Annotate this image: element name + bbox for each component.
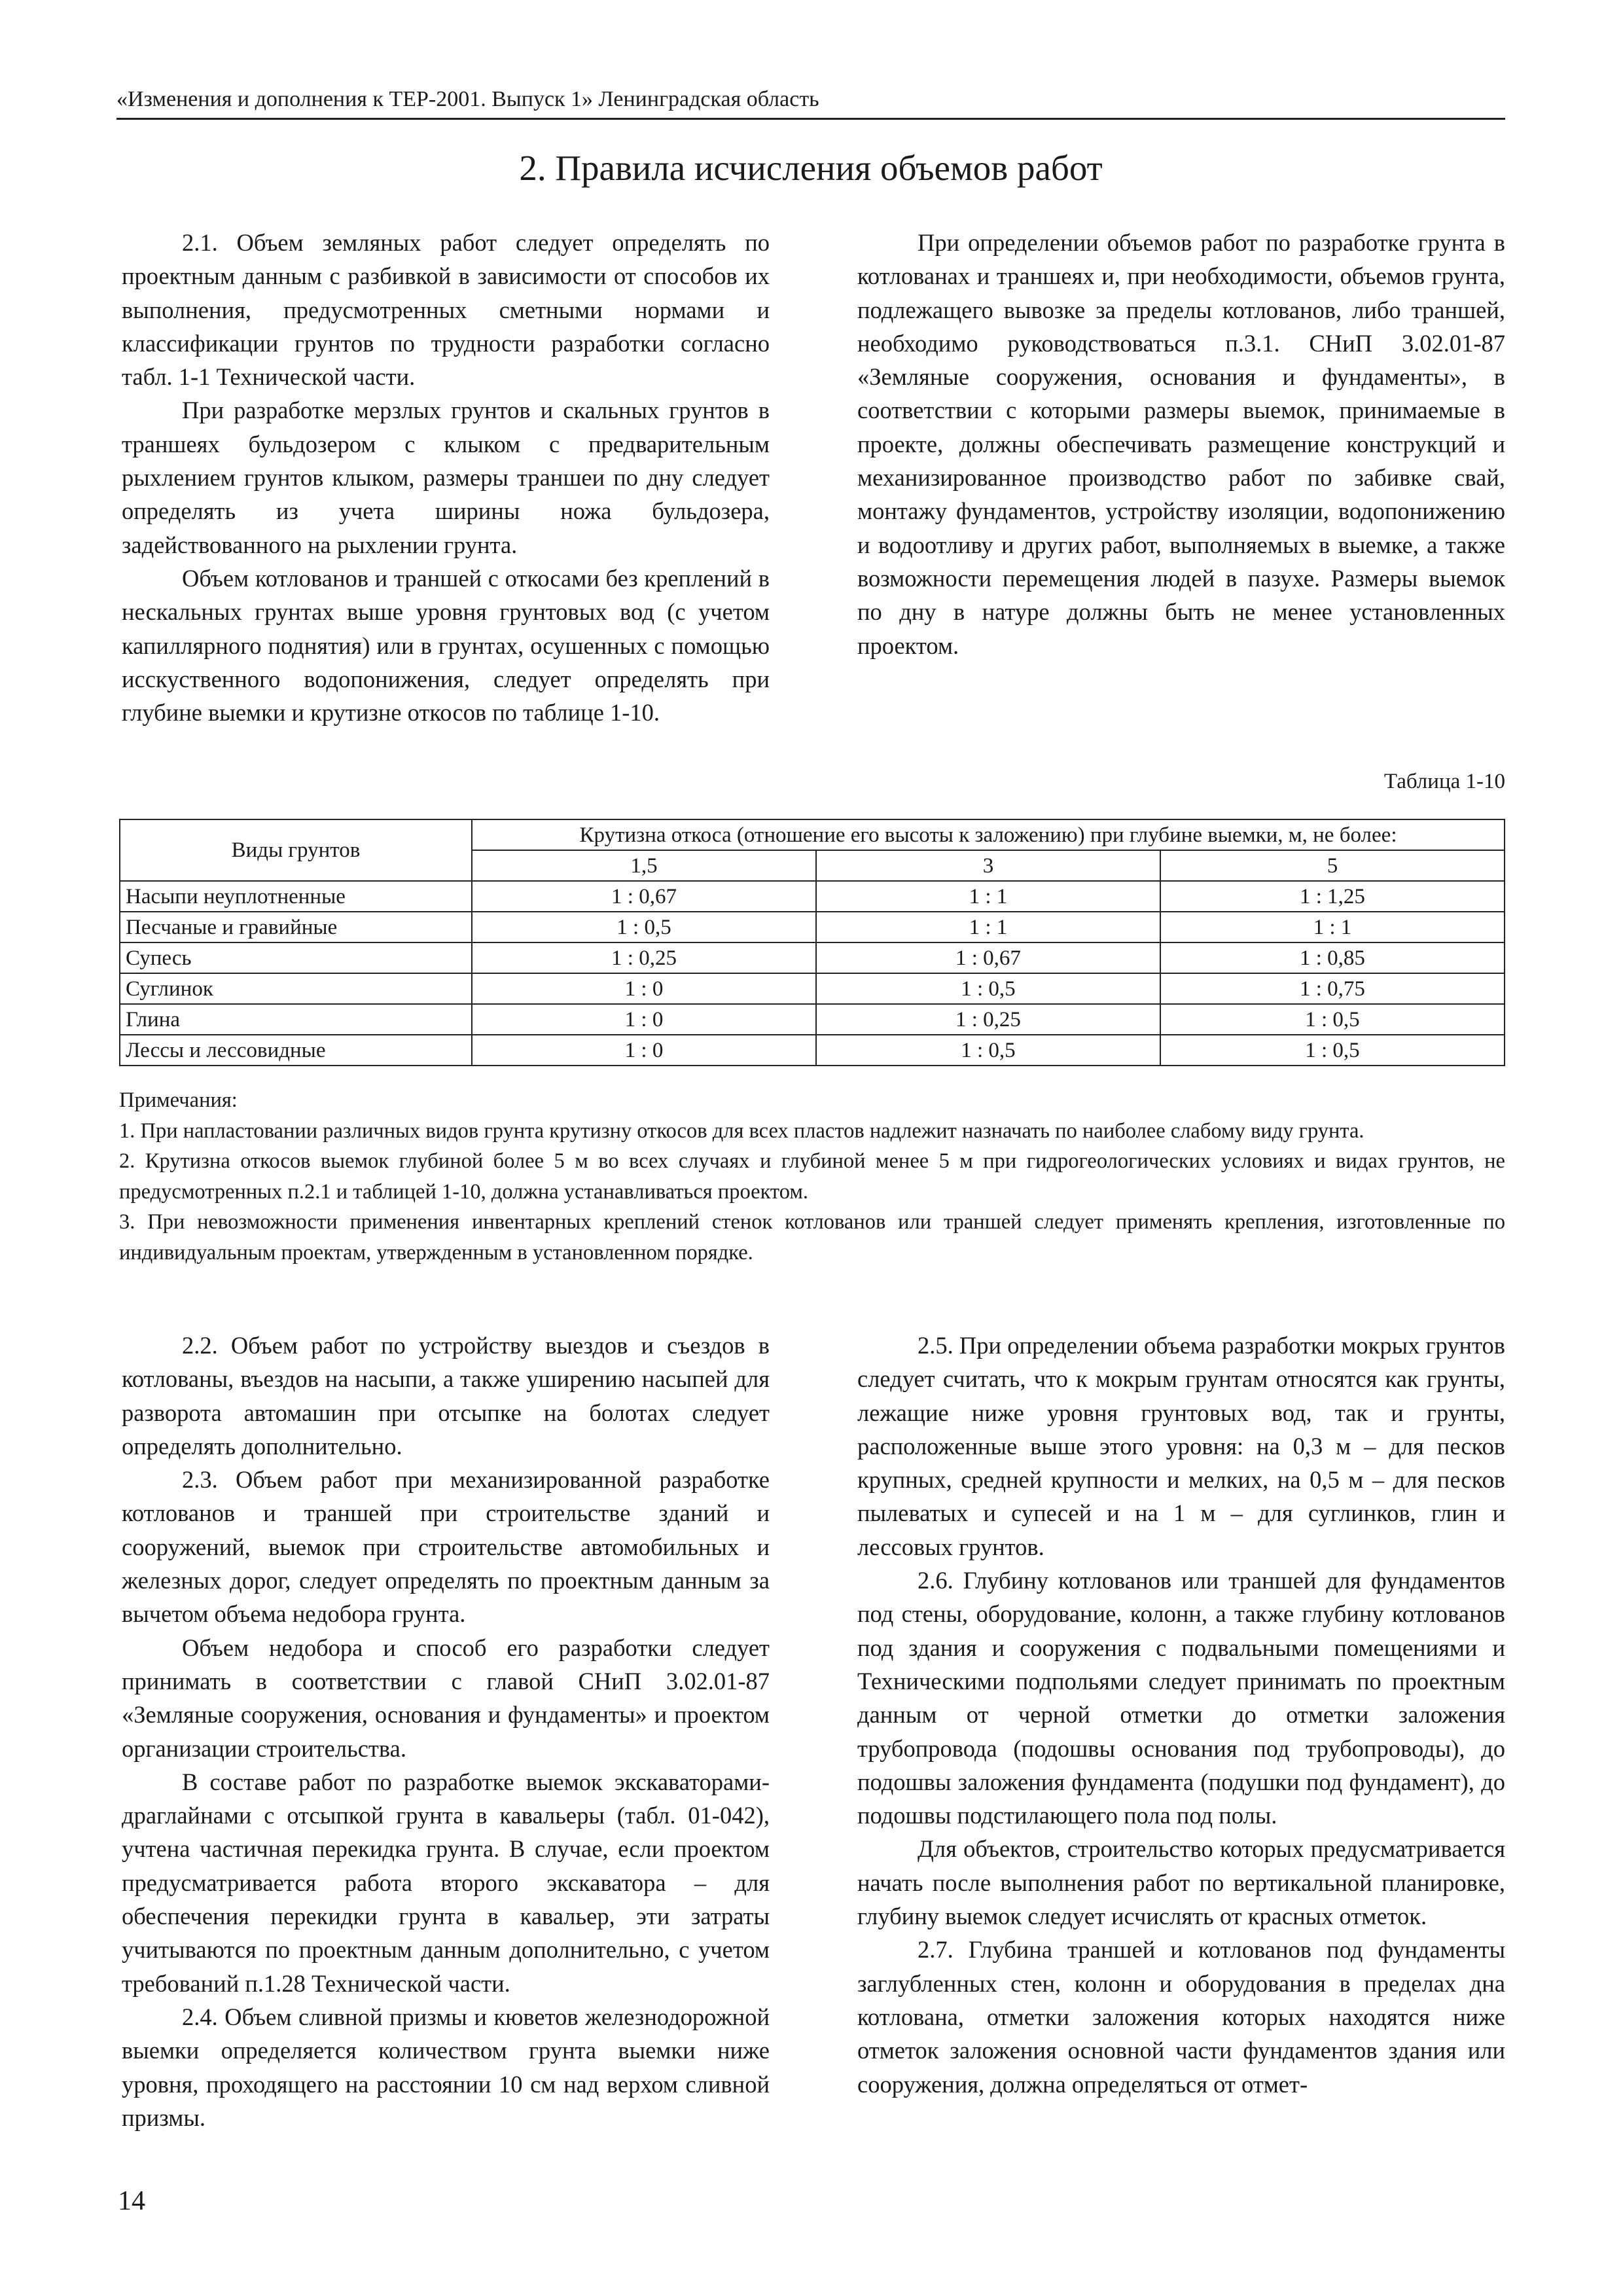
text-column-left-top: [122, 226, 770, 729]
slope-cell: 1 : 1: [816, 881, 1160, 912]
slope-header: Крутизна откоса (отношение его высоты к заложению) при глубине выемки, м, не более:: [472, 819, 1505, 850]
slope-cell: 1 : 0,85: [1160, 942, 1505, 973]
slope-cell: 1 : 0: [472, 973, 816, 1004]
slope-cell: 1 : 0,67: [472, 881, 816, 912]
note-item: 3. При невозможности применения инвентарных креплений стенок котлованов или траншей следует применять крепления, изготовленные по индивидуальным проектам, утвержденным в установленном порядке.: [119, 1210, 1505, 1265]
note-item: 2. Крутизна откосов выемок глубиной более 5 м во всех случаях и глубиной менее 5 м при гидрогеологических условиях и видах грунтов, не предусмотренных п.2.1 и таблицей 1-10, должна устанавливаться проектом.: [119, 1149, 1505, 1204]
paragraph: В составе работ по разработке выемок экскаваторами-драглайнами с отсыпкой грунта в кавальеры (табл. 01-042), учтена частичная перекидка грунта. В случае, если проектом предусматривается работа второго экскаватора – для обеспечения перекидки грунта в кавальер, эти затраты учитываются по проектным данным дополнительно, с учетом требований п.1.28 Технической части.: [122, 1768, 770, 1997]
table-caption: Таблица 1-10: [1383, 770, 1505, 793]
soil-cell: Песчаные и гравийные: [120, 912, 472, 942]
slope-cell: 1 : 0,25: [816, 1004, 1160, 1035]
paragraph: При разработке мерзлых грунтов и скальных грунтов в траншеях бульдозером с клыком с предварительным рыхлением грунтов клыком, размеры траншеи по дну следует определять из учета ширины ножа бульдозера, задействованного на рыхлении грунта.: [122, 397, 770, 558]
paragraph: При определении объемов работ по разработке грунта в котлованах и траншеях и, при необходимости, объемов грунта, подлежащего вывозке за пределы котлованов, либо траншей, необходимо руководствоваться п.3.1. СНиП 3.02.01-87 «Земляные сооружения, основания и фундаменты», в соответствии с которыми размеры выемок, принимаемые в проекте, должны обеспечивать размещение конструкций и механизированное производство работ по забивке свай, монтажу фундаментов, устройству изоляции, водопонижению и водоотливу и других работ, выполняемых в выемке, а также возможности перемещения людей в пазухе. Размеры выемок по дну в натуре должны быть не менее установленных проектом.: [857, 229, 1505, 659]
table-header-row: [120, 819, 1505, 850]
slope-cell: 1 : 1: [1160, 912, 1505, 942]
slope-cell: 1 : 1: [816, 912, 1160, 942]
depth-header: 1,5: [472, 850, 816, 881]
slope-cell: 1 : 1,25: [1160, 881, 1505, 912]
paragraph: 2.3. Объем работ при механизированной разработке котлованов и траншей при строительстве зданий и сооружений, выемок при строительстве автомобильных и железных дорог, следует определять по проектным данным за вычетом объема недобора грунта.: [122, 1466, 770, 1628]
running-header: «Изменения и дополнения к ТЕР-2001. Выпуск 1» Ленинградская область: [116, 85, 1505, 120]
table-row: [120, 1004, 1505, 1035]
text-column-left-bottom: [122, 1329, 770, 2134]
soil-cell: Насыпи неуплотненные: [120, 881, 472, 912]
text-column-right-top: [857, 226, 1505, 662]
table-row: [120, 912, 1505, 942]
depth-header: 5: [1160, 850, 1505, 881]
text-column-right-bottom: [857, 1329, 1505, 2101]
slope-cell: 1 : 0,25: [472, 942, 816, 973]
slope-cell: 1 : 0: [472, 1035, 816, 1066]
section-title: 2. Правила исчисления объемов работ: [519, 148, 1103, 188]
slope-cell: 1 : 0,5: [816, 1035, 1160, 1066]
soil-cell: Глина: [120, 1004, 472, 1035]
slope-cell: 1 : 0,67: [816, 942, 1160, 973]
table-row: [120, 973, 1505, 1004]
paragraph: Для объектов, строительство которых предусматривается начать после выполнения работ по вертикальной планировке, глубину выемок следует исчислять от красных отметок.: [857, 1835, 1505, 1930]
table-row: [120, 881, 1505, 912]
depth-header: 3: [816, 850, 1160, 881]
paragraph: Объем недобора и способ его разработки следует принимать в соответствии с главой СНиП 3.02.01-87 «Земляные сооружения, основания и фундаменты» и проектом организации строительства.: [122, 1634, 770, 1762]
paragraph: 2.7. Глубина траншей и котлованов под фундаменты заглубленных стен, колонн и оборудования в пределах дна котлована, отметки заложения которых находятся ниже отметок заложения основной части фундаментов здания или сооружения, должна определяться от отмет-: [857, 1936, 1505, 2098]
soil-cell: Супесь: [120, 942, 472, 973]
slope-cell: 1 : 0,5: [1160, 1004, 1505, 1035]
paragraph: 2.2. Объем работ по устройству выездов и съездов в котлованы, въездов на насыпи, а также уширению насыпей для разворота автомашин при отсыпке на болотах следует определять дополнительно.: [122, 1332, 770, 1460]
soil-cell: Суглинок: [120, 973, 472, 1004]
note-item: 1. При напластовании различных видов грунта крутизну откосов для всех пластов надлежит назначать по наиболее слабому виду грунта.: [119, 1119, 1364, 1143]
slope-cell: 1 : 0,5: [472, 912, 816, 942]
slope-cell: 1 : 0,5: [1160, 1035, 1505, 1066]
slope-cell: 1 : 0,5: [816, 973, 1160, 1004]
table-row: [120, 942, 1505, 973]
table-row: [120, 1035, 1505, 1066]
soil-type-header: Виды грунтов: [120, 819, 472, 881]
paragraph: 2.5. При определении объема разработки мокрых грунтов следует считать, что к мокрым грунтам относятся как грунты, лежащие ниже уровня грунтовых вод, так и грунты, расположенные выше этого уровня: на 0,3 м – для песков крупных, средней крупности и мелких, на 0,5 м – для песков пылеватых и супесей и на 1 м – для суглинков, глин и лессовых грунтов.: [857, 1332, 1505, 1560]
paragraph: Объем котлованов и траншей с откосами без креплений в нескальных грунтах выше уровня грунтовых вод (с учетом капиллярного поднятия) или в грунтах, осушенных с помощью исскуственного водопонижения, следует определять при глубине выемки и крутизне откосов по таблице 1-10.: [122, 564, 770, 726]
table-notes: [119, 1085, 1505, 1268]
paragraph: 2.6. Глубину котлованов или траншей для фундаментов под стены, оборудование, колонн, а также глубину котлованов под здания и сооружения с подвальными помещениями и Техническими подпольями следует принимать по проектным данным от черной отметки до отметки заложения трубопровода (подошвы основания под трубопроводы), до подошвы заложения фундамента (подушки под фундамент), до подошвы подстилающего пола под полы.: [857, 1567, 1505, 1829]
slope-cell: 1 : 0,75: [1160, 973, 1505, 1004]
paragraph: 2.1. Объем земляных работ следует определять по проектным данным с разбивкой в зависимости от способов их выполнения, предусмотренных сметными нормами и классификации грунтов по трудности разработки согласно табл. 1-1 Технической части.: [122, 229, 770, 391]
soil-cell: Лессы и лессовидные: [120, 1035, 472, 1066]
notes-heading: Примечания:: [119, 1088, 238, 1112]
paragraph: 2.4. Объем сливной призмы и кюветов железнодорожной выемки определяется количеством грунта выемки ниже уровня, проходящего на расстоянии 10 см над верхом сливной призмы.: [122, 2003, 770, 2131]
slope-table: [119, 819, 1505, 1066]
slope-cell: 1 : 0: [472, 1004, 816, 1035]
page-number: 14: [118, 2186, 145, 2216]
